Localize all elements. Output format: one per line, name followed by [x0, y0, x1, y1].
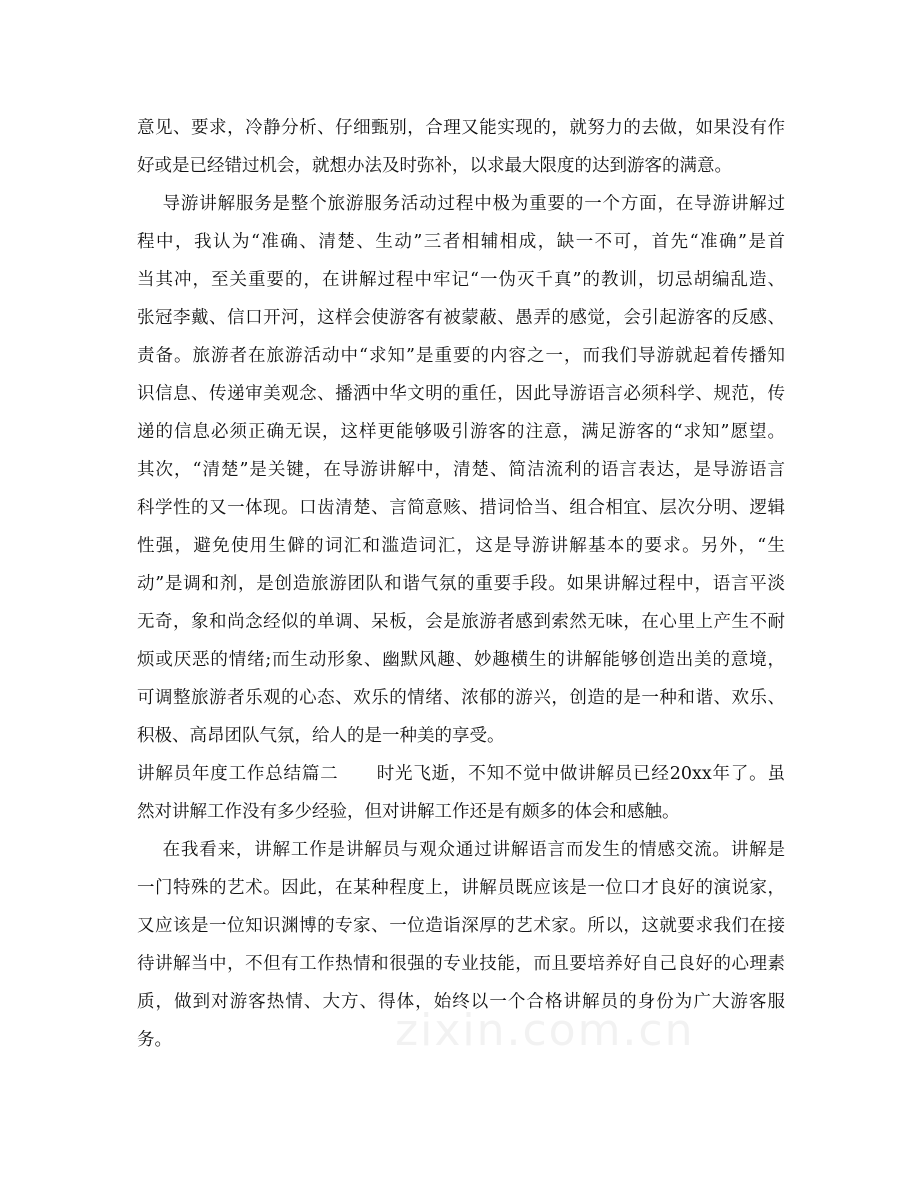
body-line: 烦或厌恶的情绪;而生动形象、幽默风趣、妙趣横生的讲解能够创造出美的意境，	[137, 650, 785, 670]
body-line: 责备。旅游者在旅游活动中“求知”是重要的内容之一，而我们导游就起着传播知	[137, 346, 785, 366]
body-line: 导游讲解服务是整个旅游服务活动过程中极为重要的一个方面，在导游讲解过	[137, 194, 785, 214]
body-line: 在我看来，讲解工作是讲解员与观众通过讲解语言而发生的情感交流。讲解是	[137, 840, 785, 860]
body-line: 待讲解当中，不但有工作热情和很强的专业技能，而且要培养好自己良好的心理素	[137, 954, 785, 974]
body-line: 程中，我认为“准确、清楚、生动”三者相辅相成，缺一不可，首先“准确”是首	[137, 232, 785, 252]
body-line: 当其冲，至关重要的，在讲解过程中牢记“一伪灭千真”的教训，切忌胡编乱造、	[137, 270, 785, 290]
body-line: 其次，“清楚”是关键，在导游讲解中，清楚、简洁流利的语言表达，是导游语言	[137, 460, 785, 480]
body-line: 性强，避免使用生僻的词汇和滥造词汇，这是导游讲解基本的要求。另外，“生	[137, 536, 785, 556]
body-line: 无奇，象和尚念经似的单调、呆板，会是旅游者感到索然无味，在心里上产生不耐	[137, 612, 785, 632]
body-line: 积极、高昂团队气氛，给人的是一种美的享受。	[137, 726, 505, 746]
body-line: 质，做到对游客热情、大方、得体，始终以一个合格讲解员的身份为广大游客服	[137, 992, 785, 1012]
body-line: 然对讲解工作没有多少经验，但对讲解工作还是有颇多的体会和感触。	[137, 802, 680, 822]
body-line: 又应该是一位知识渊博的专家、一位造诣深厚的艺术家。所以，这就要求我们在接	[137, 916, 785, 936]
body-line: 务。	[137, 1030, 172, 1050]
watermark-text: zixin.com.cn	[395, 1005, 695, 1056]
body-line: 好或是已经错过机会，就想办法及时弥补，以求最大限度的达到游客的满意。	[137, 156, 732, 176]
section-heading-line: 讲解员年度工作总结篇二 时光飞逝，不知不觉中做讲解员已经20xx年了。虽	[137, 764, 785, 784]
body-line: 意见、要求，冷静分析、仔细甄别，合理又能实现的，就努力的去做，如果没有作	[137, 118, 785, 138]
body-line: 递的信息必须正确无误，这样更能够吸引游客的注意，满足游客的“求知”愿望。	[137, 422, 785, 442]
body-line: 一门特殊的艺术。因此，在某种程度上，讲解员既应该是一位口才良好的演说家，	[137, 878, 785, 898]
body-line: 识信息、传递审美观念、播洒中华文明的重任，因此导游语言必须科学、规范，传	[137, 384, 785, 404]
body-line: 动”是调和剂，是创造旅游团队和谐气氛的重要手段。如果讲解过程中，语言平淡	[137, 574, 785, 594]
body-line: 可调整旅游者乐观的心态、欢乐的情绪、浓郁的游兴，创造的是一种和谐、欢乐、	[137, 688, 785, 708]
body-line: 科学性的又一体现。口齿清楚、言简意赅、措词恰当、组合相宜、层次分明、逻辑	[137, 498, 785, 518]
body-line: 张冠李戴、信口开河，这样会使游客有被蒙蔽、愚弄的感觉，会引起游客的反感、	[137, 308, 785, 328]
